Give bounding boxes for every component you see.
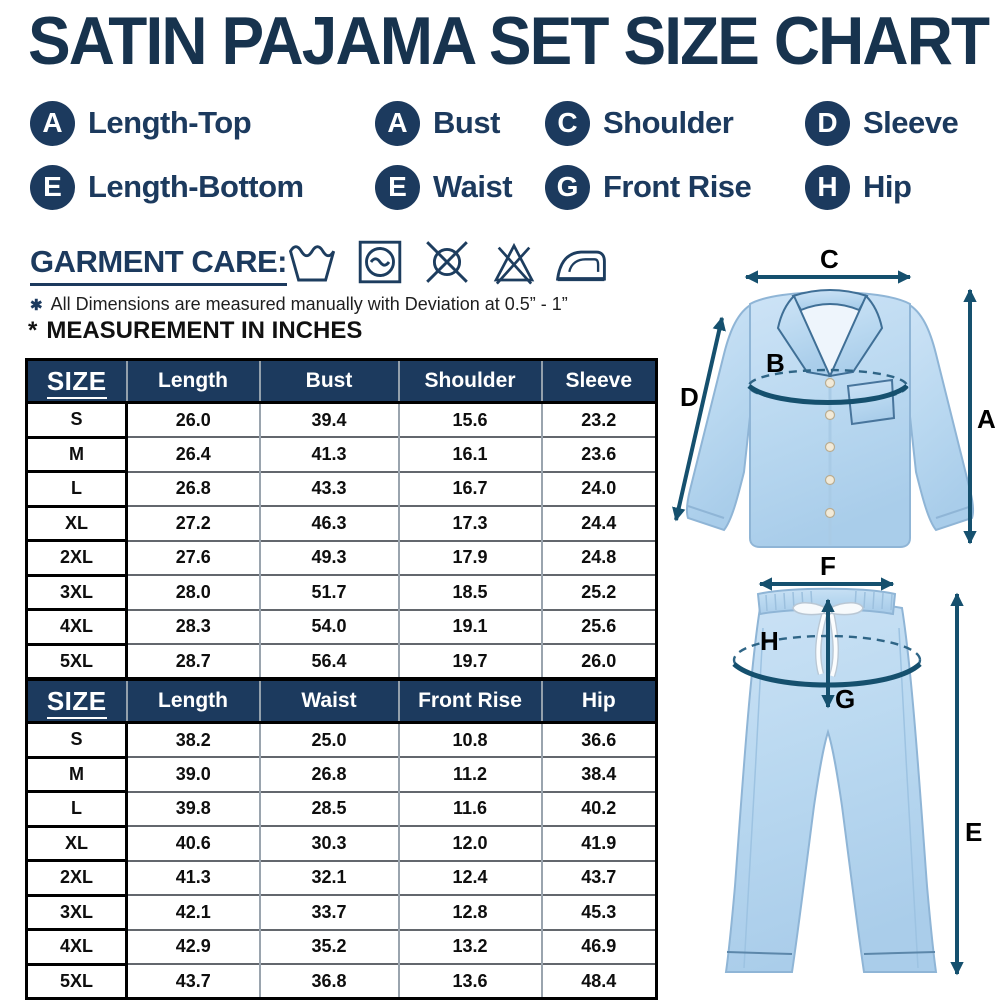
measurement-cell: 56.4 [260, 644, 399, 679]
measurement-cell: 33.7 [260, 895, 399, 930]
table-row [27, 506, 657, 541]
do-not-dry-clean-icon [420, 236, 474, 288]
size-label-cell: S [27, 403, 127, 438]
size-label-cell: 2XL [27, 541, 127, 576]
measurement-cell: 13.2 [399, 930, 542, 965]
legend-item-sleeve [805, 100, 958, 146]
measurement-cell: 49.3 [260, 541, 399, 576]
size-label-cell: 5XL [27, 644, 127, 679]
legend-label: Front Rise [603, 169, 752, 204]
legend-label: Hip [863, 169, 912, 204]
legend-item-hip [805, 164, 911, 210]
size-label-cell: 3XL [27, 895, 127, 930]
measurement-cell: 24.4 [542, 506, 657, 541]
table-row [27, 723, 657, 758]
measurement-cell: 28.0 [127, 575, 260, 610]
size-label-cell: 4XL [27, 930, 127, 965]
table-row [27, 826, 657, 861]
garment-care-heading: GARMENT CARE: [30, 244, 287, 286]
measurement-cell: 48.4 [542, 964, 657, 999]
legend-label: Bust [433, 105, 500, 140]
legend-item-bust [375, 100, 500, 146]
size-label-cell: L [27, 472, 127, 507]
legend-item-shoulder [545, 100, 733, 146]
table-row [27, 757, 657, 792]
measurement-cell: 30.3 [260, 826, 399, 861]
measurement-cell: 46.3 [260, 506, 399, 541]
label-bust-b: B [766, 348, 785, 378]
header-length: Length [127, 680, 260, 723]
pants-body [726, 602, 936, 972]
letter-badge-d: D [805, 101, 850, 146]
measurement-cell: 10.8 [399, 723, 542, 758]
measurement-cell: 26.4 [127, 437, 260, 472]
table-row [27, 895, 657, 930]
measurement-cell: 26.8 [127, 472, 260, 507]
top-size-table [25, 358, 658, 680]
legend-item-waist [375, 164, 512, 210]
measurement-cell: 25.2 [542, 575, 657, 610]
header-waist: Waist [260, 680, 399, 723]
letter-badge-e: E [375, 165, 420, 210]
measurement-cell: 46.9 [542, 930, 657, 965]
size-label-cell: 2XL [27, 861, 127, 896]
table-row [27, 644, 657, 679]
care-icons-row [286, 236, 608, 288]
measurement-cell: 39.8 [127, 792, 260, 827]
measurement-cell: 36.8 [260, 964, 399, 999]
measurement-cell: 24.8 [542, 541, 657, 576]
measurement-cell: 40.6 [127, 826, 260, 861]
measurement-cell: 38.4 [542, 757, 657, 792]
measurement-cell: 17.3 [399, 506, 542, 541]
measurement-cell: 12.8 [399, 895, 542, 930]
table-row [27, 930, 657, 965]
measurement-cell: 43.7 [127, 964, 260, 999]
label-front-rise-g: G [835, 684, 856, 714]
measurement-cell: 28.5 [260, 792, 399, 827]
legend-label: Sleeve [863, 105, 959, 140]
asterisk-icon: * [28, 317, 38, 344]
measurement-cell: 51.7 [260, 575, 399, 610]
measurement-cell: 17.9 [399, 541, 542, 576]
size-label-cell: S [27, 723, 127, 758]
letter-badge-h: H [805, 165, 850, 210]
table-row [27, 403, 657, 438]
page-title: SATIN PAJAMA SET SIZE CHART [28, 3, 989, 79]
size-label-cell: XL [27, 826, 127, 861]
header-shoulder: Shoulder [399, 360, 542, 403]
size-label-cell: 5XL [27, 964, 127, 999]
measurement-cell: 12.4 [399, 861, 542, 896]
measurement-cell: 11.2 [399, 757, 542, 792]
letter-badge-a: A [30, 101, 75, 146]
tumble-dry-icon [353, 236, 407, 288]
measurement-cell: 36.6 [542, 723, 657, 758]
do-not-bleach-icon [487, 236, 541, 288]
measurement-cell: 18.5 [399, 575, 542, 610]
size-label-cell: L [27, 792, 127, 827]
measurement-cell: 41.3 [260, 437, 399, 472]
label-length-a: A [977, 404, 996, 434]
pajama-pants-illustration [660, 556, 1000, 1000]
measurement-cell: 27.6 [127, 541, 260, 576]
header-size: SIZE [27, 680, 127, 723]
measurement-unit-note: * MEASUREMENT IN INCHES [28, 317, 363, 344]
letter-badge-g: G [545, 165, 590, 210]
table-header-row [27, 680, 657, 723]
measurement-cell: 27.2 [127, 506, 260, 541]
measurement-cell: 26.0 [175, 409, 211, 430]
measurement-cell: 54.0 [260, 610, 399, 645]
pants-hem-lines [727, 952, 935, 954]
table-row [27, 964, 657, 999]
measurement-cell: 28.3 [127, 610, 260, 645]
letter-badge-e: E [30, 165, 75, 210]
measurement-cell: 42.1 [127, 895, 260, 930]
header-bust: Bust [260, 360, 399, 403]
measurement-cell: 19.1 [399, 610, 542, 645]
label-length-e: E [965, 817, 983, 847]
measurement-cell: 16.7 [399, 472, 542, 507]
measurement-cell: 40.2 [542, 792, 657, 827]
size-label-cell: 4XL [27, 610, 127, 645]
measurement-cell: 41.9 [542, 826, 657, 861]
header-hip: Hip [542, 680, 657, 723]
measurement-cell: 38.2 [175, 729, 211, 750]
letter-badge-c: C [545, 101, 590, 146]
header-length: Length [127, 360, 260, 403]
measurement-cell: 13.6 [399, 964, 542, 999]
measurement-cell: 11.6 [399, 792, 542, 827]
measurement-cell: 43.3 [260, 472, 399, 507]
header-front-rise: Front Rise [399, 680, 542, 723]
legend-item-length-bottom [30, 164, 304, 210]
measurement-cell: 26.8 [260, 757, 399, 792]
table-header-row [27, 360, 657, 403]
legend-item-length-top [30, 100, 251, 146]
header-size: SIZE [27, 360, 127, 403]
measurement-cell: 23.2 [542, 403, 657, 438]
size-label-cell: 3XL [27, 575, 127, 610]
measurement-cell: 41.3 [127, 861, 260, 896]
measurement-cell: 16.1 [399, 437, 542, 472]
measurement-cell: 32.1 [260, 861, 399, 896]
measurement-cell: 24.0 [542, 472, 657, 507]
label-shoulder-c: C [820, 244, 839, 274]
table-row [27, 437, 657, 472]
legend-label: Waist [433, 169, 513, 204]
measurement-cell: 15.6 [399, 403, 542, 438]
table-row [27, 575, 657, 610]
size-label-cell: XL [27, 506, 127, 541]
measurement-cell: 19.7 [399, 644, 542, 679]
table-row [27, 541, 657, 576]
measurement-cell: 45.3 [542, 895, 657, 930]
table-row [27, 610, 657, 645]
measurement-cell: 42.9 [127, 930, 260, 965]
measurement-cell: 12.0 [399, 826, 542, 861]
legend-item-front-rise [545, 164, 751, 210]
iron-icon [554, 236, 608, 288]
measurement-cell: 39.4 [260, 403, 399, 438]
label-hip-h: H [760, 626, 779, 656]
table-row [27, 472, 657, 507]
deviation-note: ✱ All Dimensions are measured manually with Deviation at 0.5” - 1” [30, 294, 568, 314]
measurement-cell: 25.6 [542, 610, 657, 645]
header-sleeve: Sleeve [542, 360, 657, 403]
wash-tub-icon [286, 236, 340, 288]
measurement-cell: 35.2 [260, 930, 399, 965]
pajama-top-illustration [660, 238, 1000, 572]
measurement-cell: 43.7 [542, 861, 657, 896]
measurement-cell: 39.0 [127, 757, 260, 792]
legend-label: Length-Top [88, 105, 252, 140]
measurement-cell: 23.6 [542, 437, 657, 472]
measurement-cell: 25.0 [260, 723, 399, 758]
measurement-cell: 28.7 [127, 644, 260, 679]
legend-label: Length-Bottom [88, 169, 304, 204]
size-label-cell: M [27, 757, 127, 792]
bottom-size-table [25, 678, 658, 1000]
legend-label: Shoulder [603, 105, 734, 140]
table-row [27, 861, 657, 896]
table-row [27, 792, 657, 827]
size-label-cell: M [27, 437, 127, 472]
asterisk-icon: ✱ [30, 297, 43, 314]
label-sleeve-d: D [680, 382, 699, 412]
label-waist-f: F [820, 556, 836, 581]
measurement-cell: 26.0 [542, 644, 657, 679]
letter-badge-a: A [375, 101, 420, 146]
